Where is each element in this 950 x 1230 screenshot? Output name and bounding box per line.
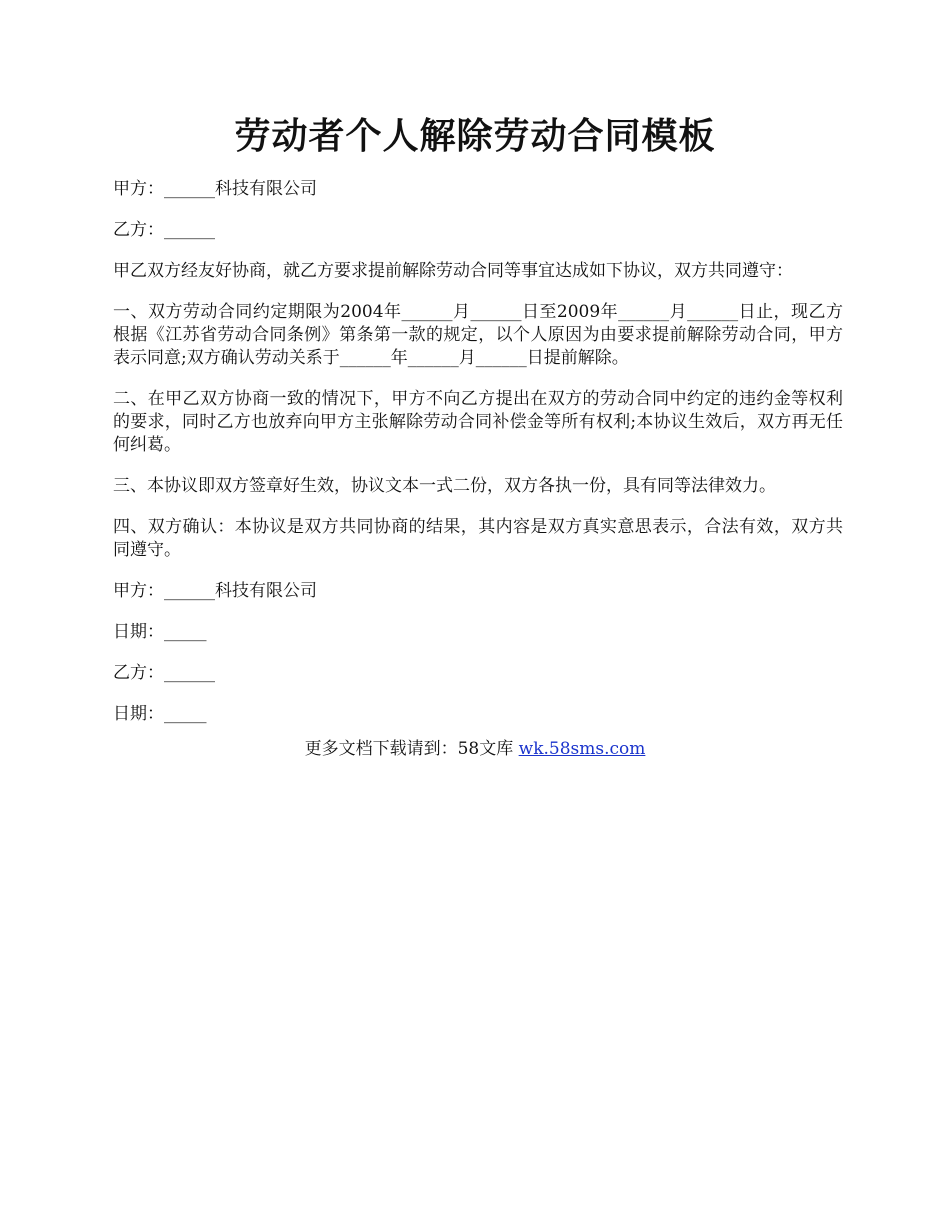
clause-three: 三、本协议即双方签章好生效，协议文本一式二份，双方各执一份，具有同等法律效力。 [113, 476, 776, 496]
party-a-line: 甲方：______科技有限公司 [113, 179, 317, 199]
clause-four: 四、双方确认：本协议是双方共同协商的结果，其内容是双方真实意思表示，合法有效，双方共同遵守。 [113, 517, 843, 560]
signature-party-a: 甲方：______科技有限公司 [113, 581, 317, 601]
clause-two: 二、在甲乙双方协商一致的情况下，甲方不向乙方提出在双方的劳动合同中约定的违约金等权利的要求，同时乙方也放弃向甲方主张解除劳动合同补偿金等所有权利;本协议生效后，双方再无任何纠葛。 [113, 389, 843, 455]
signature-date-b: 日期：_____ [113, 704, 207, 724]
download-footer [0, 738, 950, 761]
intro-paragraph: 甲乙双方经友好协商，就乙方要求提前解除劳动合同等事宜达成如下协议，双方共同遵守： [113, 261, 793, 281]
footer-link[interactable]: wk.58sms.com [518, 739, 646, 759]
signature-date-a: 日期：_____ [113, 622, 207, 642]
document-body [113, 178, 843, 744]
clause-one: 一、双方劳动合同约定期限为2004年______月______日至2009年______月______日止，现乙方根据《江苏省劳动合同条例》第条第一款的规定，以个人原因为由要求提前解除劳动合同，甲方表示同意;双方确认劳动关系于______年______月______日提前解除。 [113, 302, 843, 368]
document-title: 劳动者个人解除劳动合同模板 [234, 115, 716, 157]
signature-party-b: 乙方：______ [113, 663, 215, 683]
party-b-line: 乙方：______ [113, 220, 215, 240]
footer-text: 更多文档下载请到：58文库 [304, 739, 519, 759]
